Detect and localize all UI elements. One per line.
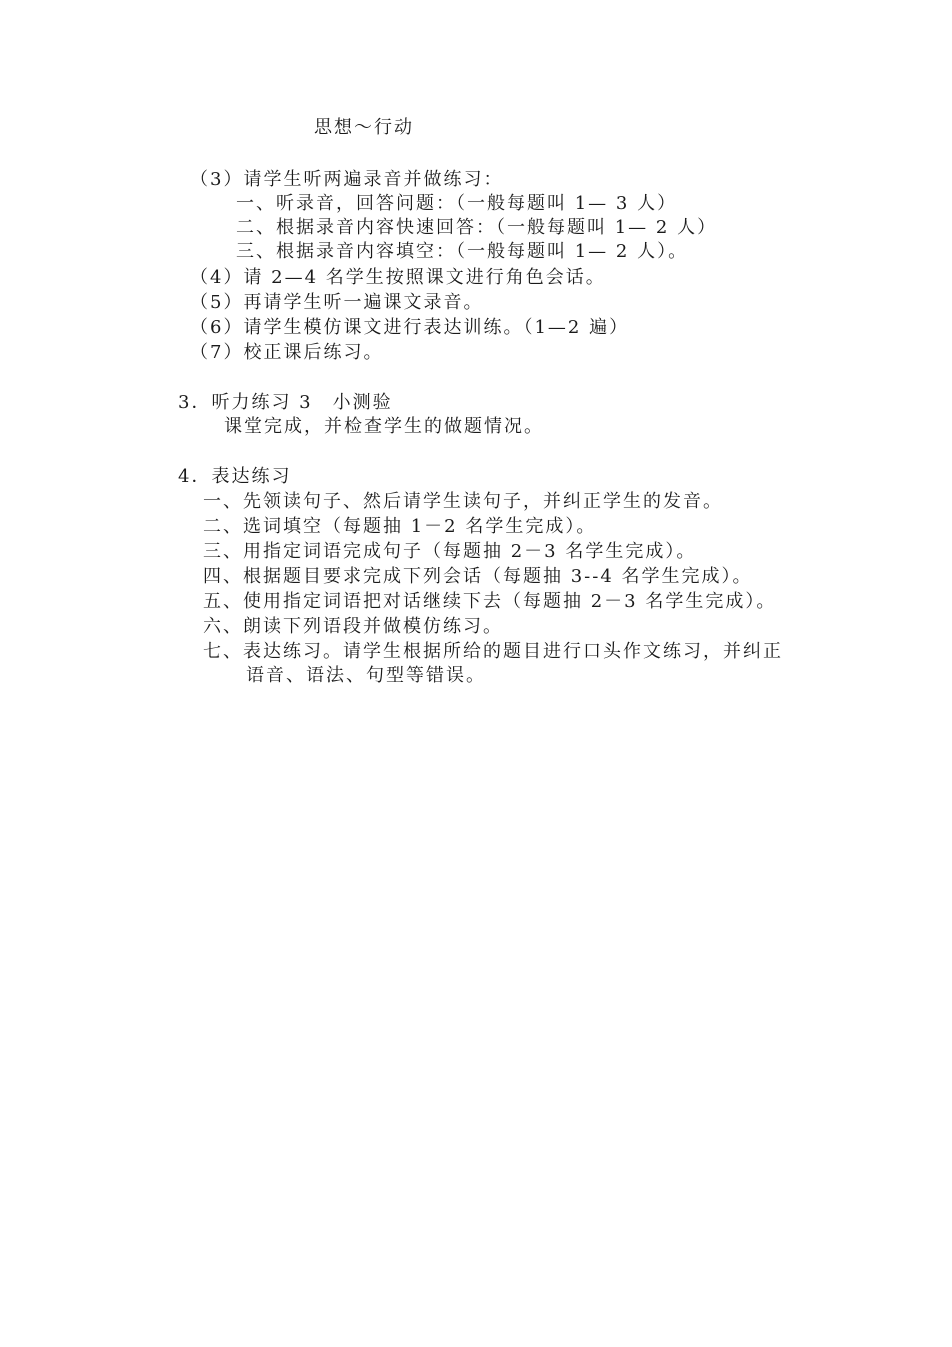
step-4: （4）请 2—4 名学生按照课文进行角色会话。 — [190, 267, 606, 288]
step-3-item-1: 一、听录音，回答问题：（一般每题叫 1— 3 人） — [236, 193, 678, 214]
step-3-item-2: 二、根据录音内容快速回答：（一般每题叫 1— 2 人） — [236, 217, 718, 238]
section-3-heading: 3．听力练习 3 小测验 — [178, 392, 393, 413]
section-4-item-6: 六、朗读下列语段并做模仿练习。 — [203, 616, 503, 637]
section-4-item-7-continuation: 语音、语法、句型等错误。 — [246, 665, 486, 686]
step-3: （3）请学生听两遍录音并做练习： — [190, 169, 504, 190]
section-3-body: 课堂完成，并检查学生的做题情况。 — [224, 416, 544, 437]
section-4-item-2: 二、选词填空（每题抽 1－2 名学生完成）。 — [203, 516, 597, 537]
step-6: （6）请学生模仿课文进行表达训练。（1—2 遍） — [190, 317, 630, 338]
section-4-item-3: 三、用指定词语完成句子（每题抽 2－3 名学生完成）。 — [203, 541, 697, 562]
section-4-item-4: 四、根据题目要求完成下列会话（每题抽 3--4 名学生完成）。 — [203, 566, 753, 587]
section-4-heading: 4．表达练习 — [178, 466, 292, 487]
step-5: （5）再请学生听一遍课文录音。 — [190, 292, 484, 313]
step-7: （7）校正课后练习。 — [190, 342, 384, 363]
section-4-item-5: 五、使用指定词语把对话继续下去（每题抽 2－3 名学生完成）。 — [203, 591, 777, 612]
header-title: 思想～行动 — [314, 117, 414, 138]
step-3-item-3: 三、根据录音内容填空：（一般每题叫 1— 2 人）。 — [236, 241, 689, 262]
section-4-item-1: 一、先领读句子、然后请学生读句子，并纠正学生的发音。 — [203, 491, 723, 512]
section-4-item-7: 七、表达练习。请学生根据所给的题目进行口头作文练习，并纠正 — [203, 641, 783, 662]
